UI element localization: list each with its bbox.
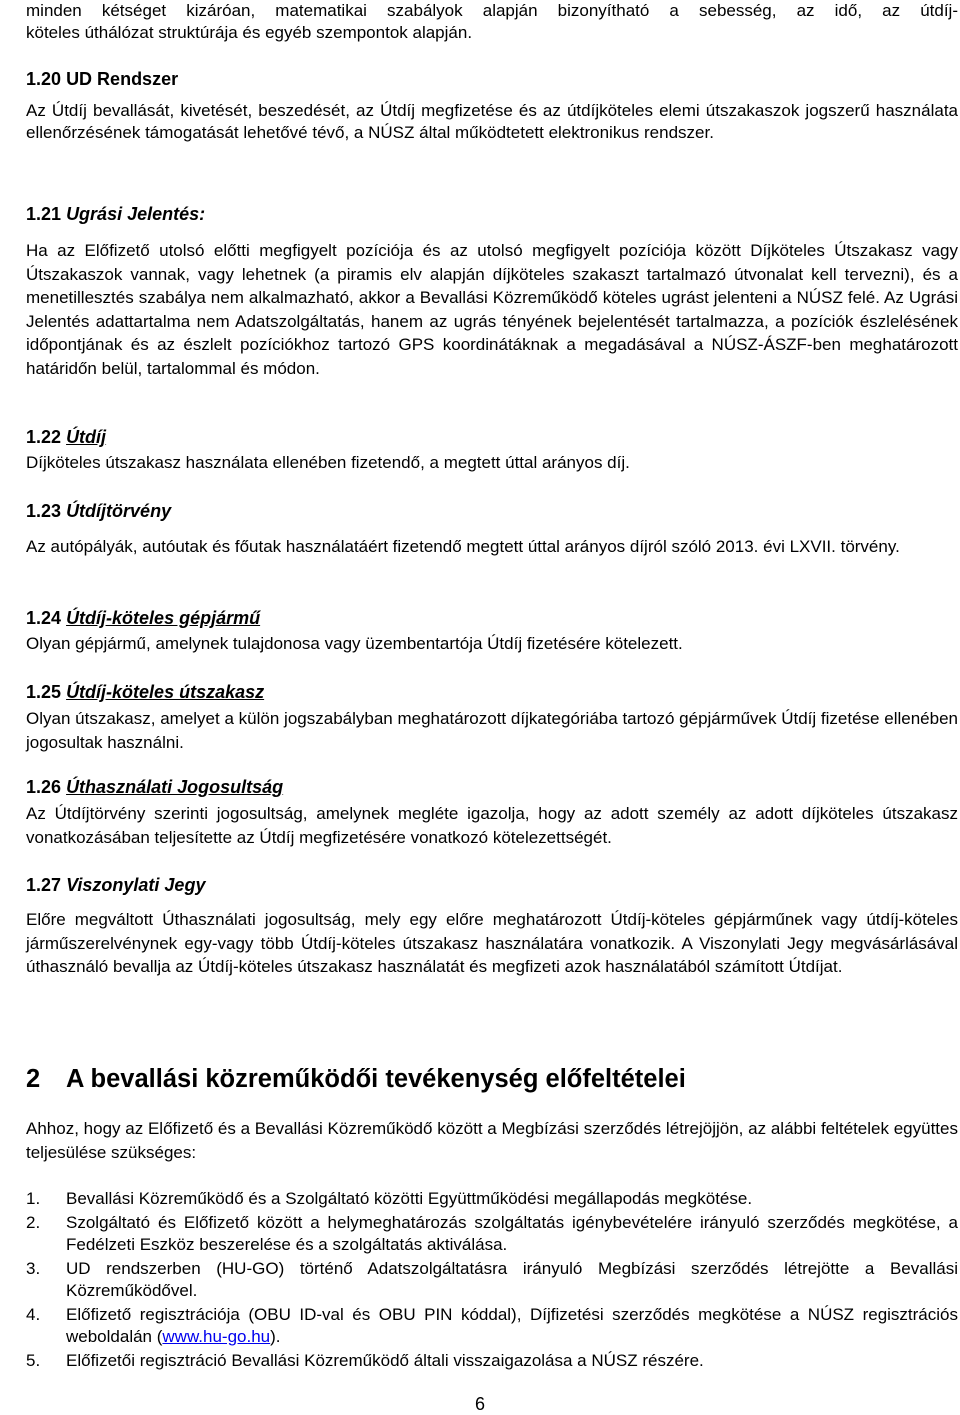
list-item-number: 2. bbox=[26, 1213, 41, 1232]
intro-line-1: minden kétséget kizáróan, matematikai szabályok alapján bizonyítható a sebesség, az idő, az útdíj- bbox=[26, 1, 958, 20]
list-item-text: Előfizető regisztrációja (OBU ID-val és OBU PIN kóddal), Díjfizetési szerződés megkötése a NÚSZ regisztrációs weboldalán ( bbox=[66, 1305, 958, 1346]
section-title: Útdíj-köteles gépjármű bbox=[66, 608, 261, 628]
list-item-text: Szolgáltató és Előfizető között a helymeghatározás szolgáltatás igénybevételére irányuló szerződés megkötése, a Fedélzeti Eszköz beszerelése és a szolgáltatás aktiválása. bbox=[66, 1213, 958, 1254]
chapter-heading bbox=[26, 1063, 958, 1095]
section-number: 1.24 bbox=[26, 608, 62, 628]
section-1-21 bbox=[26, 202, 958, 380]
section-number: 1.23 bbox=[26, 501, 62, 521]
section-1-20 bbox=[26, 67, 958, 144]
section-1-27 bbox=[26, 873, 958, 979]
section-title: Ugrási Jelentés: bbox=[66, 204, 206, 224]
section-number: 1.25 bbox=[26, 682, 62, 702]
chapter-number: 2 bbox=[26, 1065, 41, 1093]
section-number: 1.21 bbox=[26, 204, 62, 224]
section-body: Előre megváltott Úthasználati jogosultság, mely egy előre meghatározott Útdíj-köteles gépjárműnek vagy útdíj-köteles járműszerelvénynek egy-vagy több Útdíj-köteles útszakasz használatára vonatkozik. A Viszonylati Jegy megvásárlásával úthasználó bevallja az Útdíj-köteles útszakasz használatát és megfizeti azok használatából számított Útdíjat. bbox=[26, 910, 958, 976]
list-item bbox=[26, 1350, 958, 1372]
section-title: Útdíj-köteles útszakasz bbox=[66, 682, 265, 702]
list-item-number: 4. bbox=[26, 1305, 41, 1324]
section-1-23 bbox=[26, 499, 958, 558]
list-item bbox=[26, 1212, 958, 1256]
section-1-26 bbox=[26, 775, 958, 850]
section-heading bbox=[26, 775, 958, 799]
chapter-title: A bevallási közreműködői tevékenység előfeltételei bbox=[66, 1065, 686, 1093]
section-heading bbox=[26, 67, 958, 91]
section-body: Az Útdíjtörvény szerinti jogosultság, amelynek megléte igazolja, hogy az adott személy az adott díjköteles útszakasz vonatkozásában teljesítette az Útdíj megfizetésére vonatkozó kötelezettségét. bbox=[26, 804, 958, 847]
chapter-2 bbox=[26, 1063, 958, 1372]
section-heading bbox=[26, 873, 958, 897]
section-body: Ha az Előfizető utolsó előtti megfigyelt pozíciója és az utolsó megfigyelt pozíciója között Díjköteles Útszakasz vagy Útszakaszok vannak, vagy lehetnek (a piramis elv alapján díjköteles szakaszt tartalmazó útvonalat kell tervezni), és a menetillesztés szabálya nem alkalmazható, akkor a Bevallási Közreműködő köteles ugrást jelenteni a NÚSZ felé. Az Ugrási Jelentés adattartalma nem Adatszolgáltatás, hanem az ugrás tényének bejelentését tartalmazza, a pozíciók észlelésének időpontjának és az észlelt pozíciókhoz tartozó GPS koordinátáknak a megadásával a NÚSZ-ÁSZF-ben meghatározott határidőn belül, tartalommal és módon. bbox=[26, 241, 958, 378]
section-number: 1.27 bbox=[26, 875, 62, 895]
list-item-text-end: ). bbox=[270, 1327, 281, 1346]
page-number: 6 bbox=[474, 1394, 485, 1414]
hu-go-website-link[interactable]: www.hu-go.hu bbox=[162, 1327, 271, 1346]
prerequisite-list bbox=[26, 1188, 958, 1372]
list-item-number: 5. bbox=[26, 1351, 41, 1370]
list-item-text: Bevallási Közreműködő és a Szolgáltató közötti Együttműködési megállapodás megkötése. bbox=[66, 1189, 753, 1208]
list-item-text: Előfizetői regisztráció Bevallási Közreműködő általi visszaigazolása a NÚSZ részére. bbox=[66, 1351, 704, 1370]
chapter-intro: Ahhoz, hogy az Előfizető és a Bevallási Közreműködő között a Megbízási szerződés létrejöjjön, az alábbi feltételek együttes teljesülése szükséges: bbox=[26, 1119, 958, 1162]
list-item-text: UD rendszerben (HU-GO) történő Adatszolgáltatásra irányuló Megbízási szerződés létrejötte a Bevallási Közreműködővel. bbox=[66, 1259, 958, 1300]
section-heading bbox=[26, 499, 958, 523]
section-number: 1.26 bbox=[26, 777, 62, 797]
section-heading bbox=[26, 606, 958, 630]
list-item-number: 3. bbox=[26, 1259, 41, 1278]
section-title: Úthasználati Jogosultság bbox=[66, 777, 284, 797]
section-1-25 bbox=[26, 680, 958, 755]
list-item bbox=[26, 1304, 958, 1348]
section-1-22 bbox=[26, 425, 958, 474]
list-item bbox=[26, 1188, 958, 1210]
section-title: UD Rendszer bbox=[66, 69, 179, 89]
section-body: Az Útdíj bevallását, kivetését, beszedését, az Útdíj megfizetése és az útdíjköteles elemi útszakaszok jogszerű használata ellenőrzésének támogatását lehetővé tévő, a NÚSZ által működtetett elektronikus rendszer. bbox=[26, 101, 958, 142]
section-body: Olyan útszakasz, amelyet a külön jogszabályban meghatározott díjkategóriába tartozó gépjárművek Útdíj fizetése ellenében jogosultak használni. bbox=[26, 709, 958, 752]
section-number: 1.20 bbox=[26, 69, 62, 89]
section-title: Útdíj bbox=[66, 427, 107, 447]
intro-line-2: köteles úthálózat struktúrája és egyéb szempontok alapján. bbox=[26, 23, 473, 42]
section-heading bbox=[26, 680, 958, 704]
list-item bbox=[26, 1258, 958, 1302]
list-item-number: 1. bbox=[26, 1189, 41, 1208]
section-1-24 bbox=[26, 606, 958, 655]
intro-paragraph bbox=[26, 0, 958, 44]
section-heading bbox=[26, 202, 958, 226]
section-heading bbox=[26, 425, 958, 449]
section-body: Díjköteles útszakasz használata ellenében fizetendő, a megtett úttal arányos díj. bbox=[26, 453, 630, 472]
section-title: Útdíjtörvény bbox=[66, 501, 172, 521]
section-body: Az autópályák, autóutak és főutak használatáért fizetendő megtett úttal arányos díjról szóló 2013. évi LXVII. törvény. bbox=[26, 537, 900, 556]
section-body: Olyan gépjármű, amelynek tulajdonosa vagy üzembentartója Útdíj fizetésére kötelezett. bbox=[26, 634, 683, 653]
section-title: Viszonylati Jegy bbox=[66, 875, 206, 895]
section-number: 1.22 bbox=[26, 427, 62, 447]
